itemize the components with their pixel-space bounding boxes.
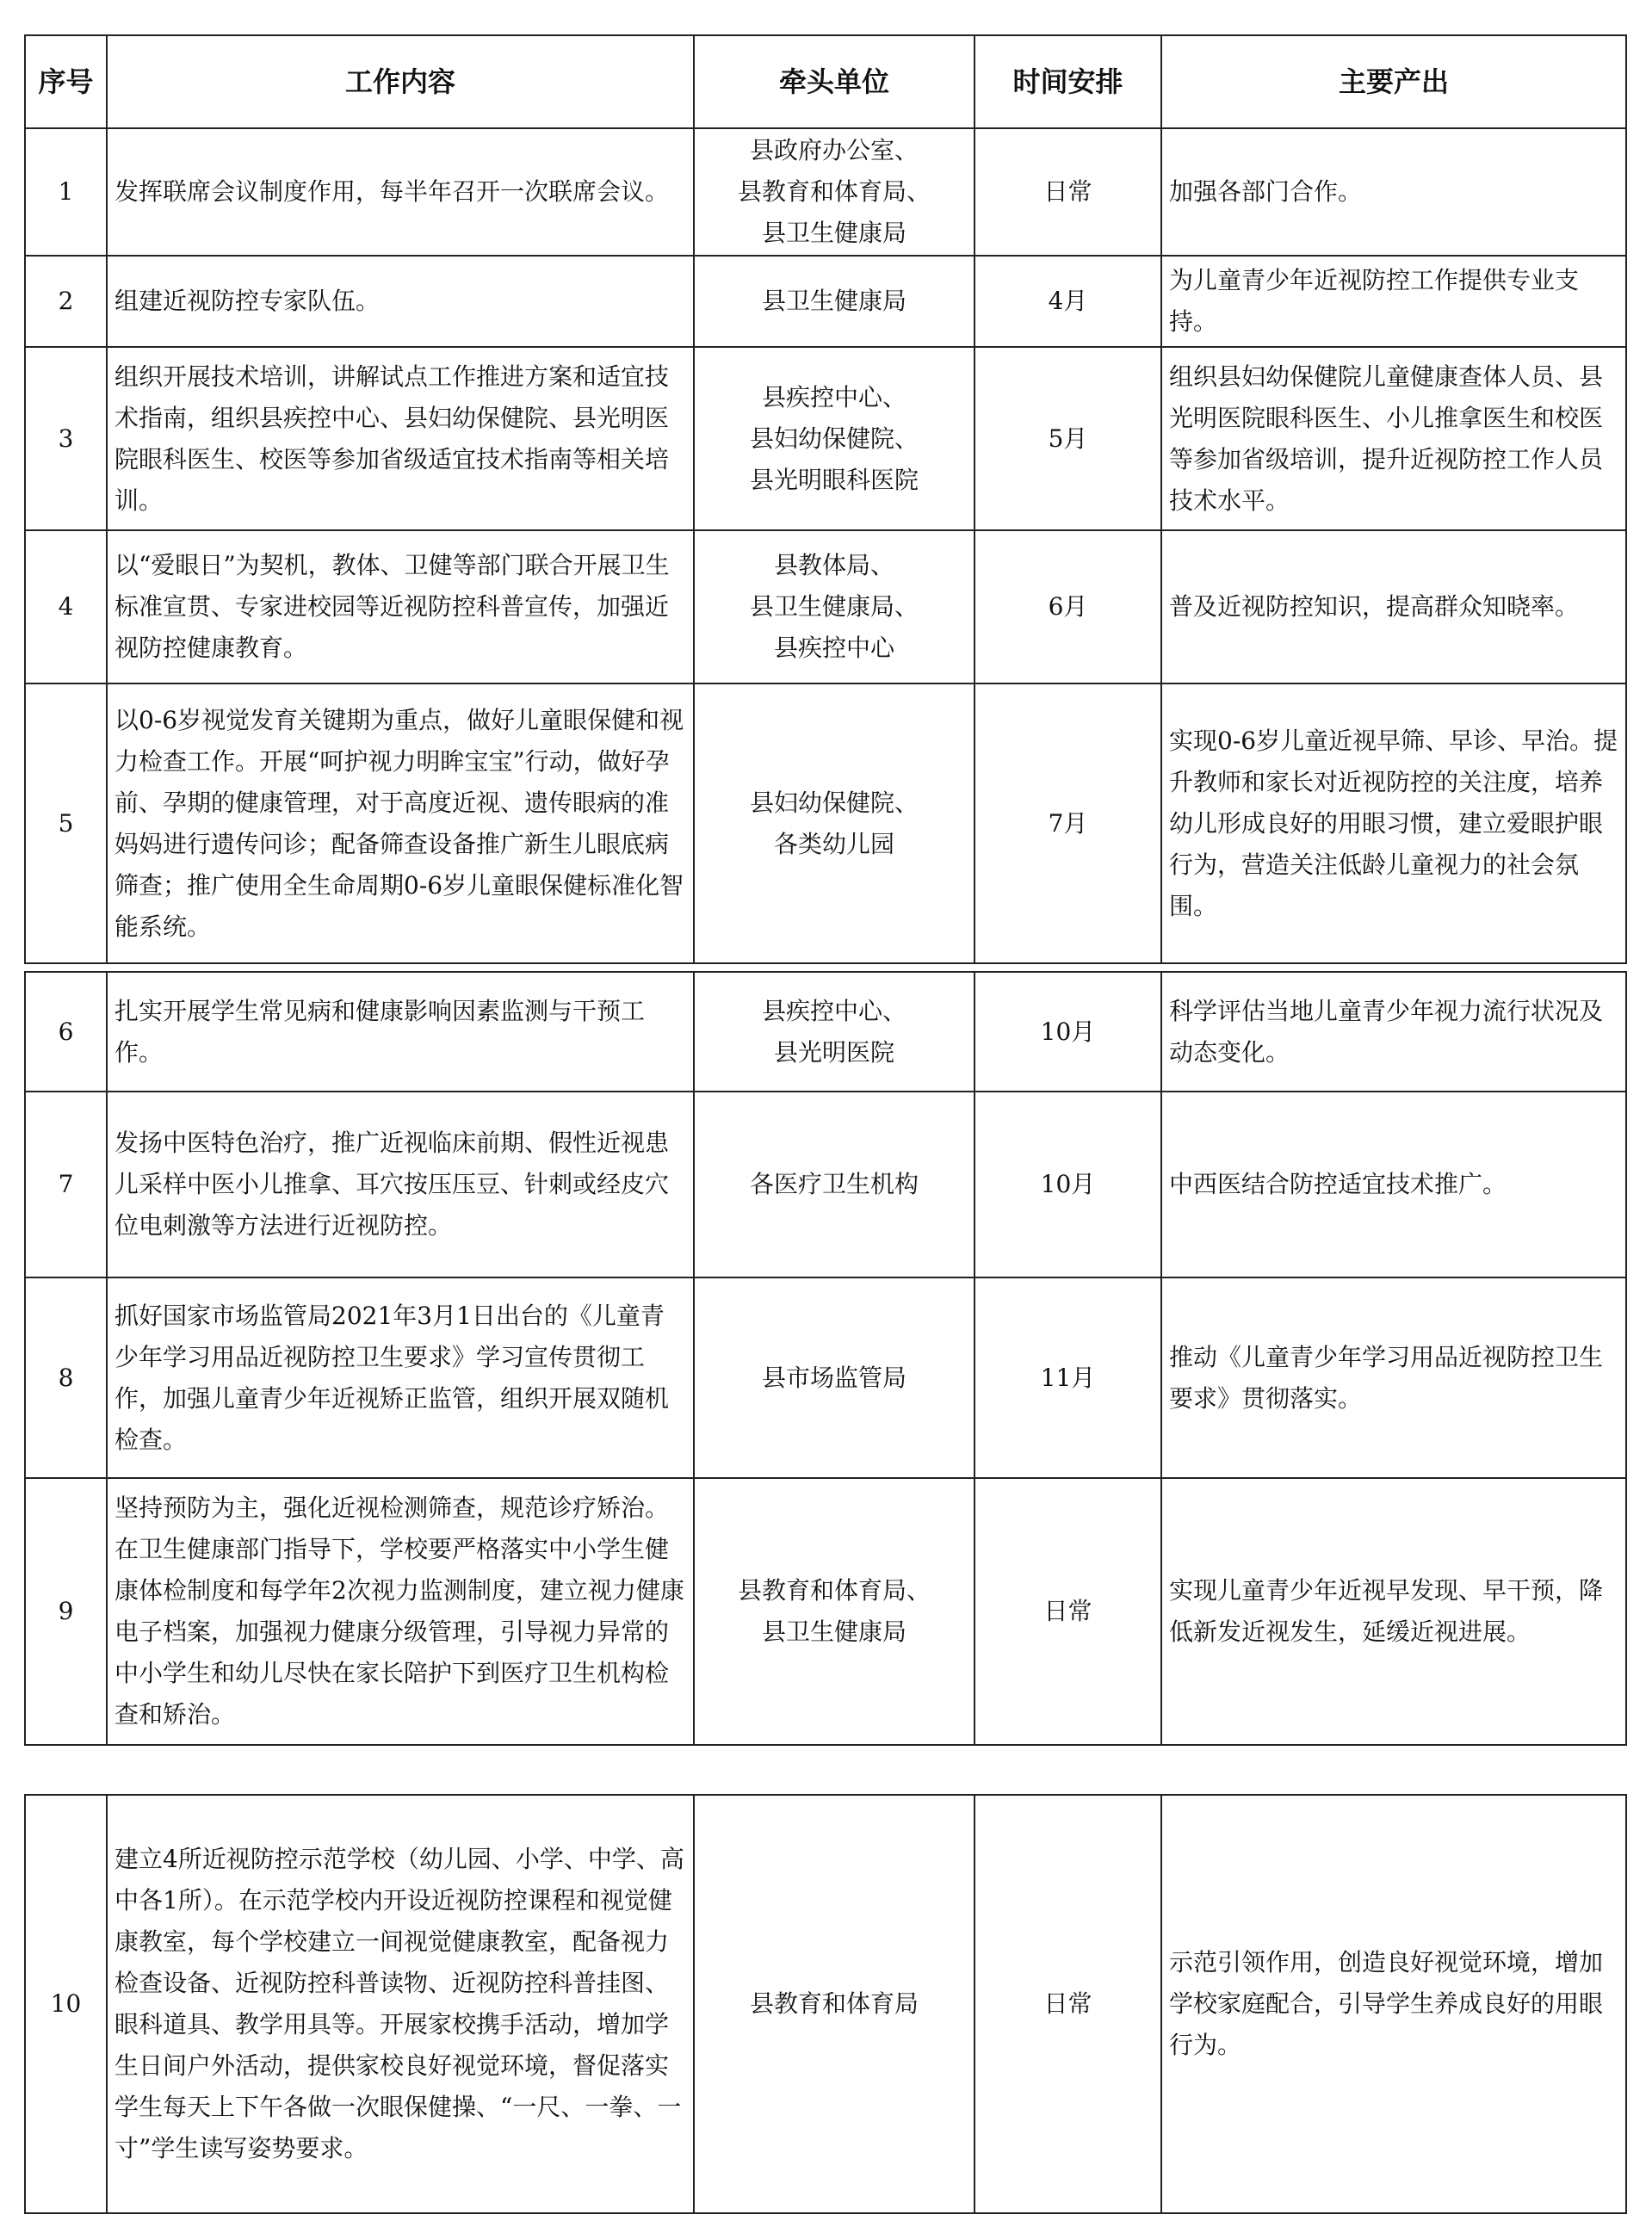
row-lead: 县疾控中心、 县妇幼保健院、 县光明眼科医院: [694, 347, 974, 530]
table-row: [25, 347, 1626, 530]
row-work: 坚持预防为主，强化近视检测筛查，规范诊疗矫治。在卫生健康部门指导下，学校要严格落实中小学生健康体检制度和每学年2次视力监测制度，建立视力健康电子档案，加强视力健康分级管理，引导视力异常的中小学生和幼儿尽快在家长陪护下到医疗卫生机构检查和矫治。: [107, 1478, 694, 1745]
row-time: 7月: [974, 684, 1161, 963]
row-time: 6月: [974, 530, 1161, 684]
row-no: 8: [25, 1277, 107, 1478]
row-output: 普及近视防控知识，提高群众知晓率。: [1161, 530, 1626, 684]
row-no: 9: [25, 1478, 107, 1745]
table-header-row: [25, 35, 1626, 128]
row-output: 中西医结合防控适宜技术推广。: [1161, 1092, 1626, 1277]
row-no: 6: [25, 972, 107, 1092]
row-lead: 各医疗卫生机构: [694, 1092, 974, 1277]
row-lead: 县卫生健康局: [694, 256, 974, 347]
row-time: 4月: [974, 256, 1161, 347]
table-row: [25, 972, 1626, 1092]
row-time: 日常: [974, 1795, 1161, 2213]
row-output: 组织县妇幼保健院儿童健康查体人员、县光明医院眼科医生、小儿推拿医生和校医等参加省级培训，提升近视防控工作人员技术水平。: [1161, 347, 1626, 530]
row-lead: 县市场监管局: [694, 1277, 974, 1478]
row-work: 建立4所近视防控示范学校（幼儿园、小学、中学、高中各1所）。在示范学校内开设近视防控课程和视觉健康教室，每个学校建立一间视觉健康教室，配备视力检查设备、近视防控科普读物、近视防控科普挂图、眼科道具、教学用具等。开展家校携手活动，增加学生日间户外活动，提供家校良好视觉环境，督促落实学生每天上下午各做一次眼保健操、“一尺、一拳、一寸”学生读写姿势要求。: [107, 1795, 694, 2213]
row-work: 组织开展技术培训，讲解试点工作推进方案和适宜技术指南，组织县疾控中心、县妇幼保健院、县光明医院眼科医生、校医等参加省级适宜技术指南等相关培训。: [107, 347, 694, 530]
row-time: 11月: [974, 1277, 1161, 1478]
work-plan-table-part-1: [24, 34, 1627, 964]
row-no: 5: [25, 684, 107, 963]
table-row: [25, 128, 1626, 256]
header-time: 时间安排: [974, 35, 1161, 128]
row-output: 科学评估当地儿童青少年视力流行状况及动态变化。: [1161, 972, 1626, 1092]
table-row: [25, 1092, 1626, 1277]
table-row: [25, 530, 1626, 684]
row-output: 实现0-6岁儿童近视早筛、早诊、早治。提升教师和家长对近视防控的关注度，培养幼儿形成良好的用眼习惯，建立爱眼护眼行为，营造关注低龄儿童视力的社会氛围。: [1161, 684, 1626, 963]
row-work: 发扬中医特色治疗，推广近视临床前期、假性近视患儿采样中医小儿推拿、耳穴按压压豆、针刺或经皮穴位电刺激等方法进行近视防控。: [107, 1092, 694, 1277]
row-work: 以0-6岁视觉发育关键期为重点，做好儿童眼保健和视力检查工作。开展“呵护视力明眸宝宝”行动，做好孕前、孕期的健康管理，对于高度近视、遗传眼病的准妈妈进行遗传问诊；配备筛查设备推广新生儿眼底病筛查；推广使用全生命周期0-6岁儿童眼保健标准化智能系统。: [107, 684, 694, 963]
row-lead: 县妇幼保健院、 各类幼儿园: [694, 684, 974, 963]
work-plan-table-part-2: [24, 971, 1627, 1746]
row-output: 实现儿童青少年近视早发现、早干预，降低新发近视发生，延缓近视进展。: [1161, 1478, 1626, 1745]
row-no: 3: [25, 347, 107, 530]
row-time: 10月: [974, 1092, 1161, 1277]
header-work: 工作内容: [107, 35, 694, 128]
row-work: 抓好国家市场监管局2021年3月1日出台的《儿童青少年学习用品近视防控卫生要求》学习宣传贯彻工作，加强儿童青少年近视矫正监管，组织开展双随机检查。: [107, 1277, 694, 1478]
row-lead: 县政府办公室、 县教育和体育局、 县卫生健康局: [694, 128, 974, 256]
row-no: 10: [25, 1795, 107, 2213]
row-time: 5月: [974, 347, 1161, 530]
row-work: 组建近视防控专家队伍。: [107, 256, 694, 347]
row-no: 7: [25, 1092, 107, 1277]
row-output: 示范引领作用，创造良好视觉环境，增加学校家庭配合，引导学生养成良好的用眼行为。: [1161, 1795, 1626, 2213]
header-lead: 牵头单位: [694, 35, 974, 128]
table-row: [25, 684, 1626, 963]
row-work: 扎实开展学生常见病和健康影响因素监测与干预工作。: [107, 972, 694, 1092]
row-output: 推动《儿童青少年学习用品近视防控卫生要求》贯彻落实。: [1161, 1277, 1626, 1478]
row-output: 为儿童青少年近视防控工作提供专业支持。: [1161, 256, 1626, 347]
row-output: 加强各部门合作。: [1161, 128, 1626, 256]
row-time: 日常: [974, 1478, 1161, 1745]
row-lead: 县教育和体育局: [694, 1795, 974, 2213]
row-lead: 县教体局、 县卫生健康局、 县疾控中心: [694, 530, 974, 684]
table-row: [25, 1277, 1626, 1478]
table-row: [25, 1795, 1626, 2213]
row-lead: 县教育和体育局、 县卫生健康局: [694, 1478, 974, 1745]
header-output: 主要产出: [1161, 35, 1626, 128]
table-row: [25, 256, 1626, 347]
row-no: 2: [25, 256, 107, 347]
table-row: [25, 1478, 1626, 1745]
row-no: 1: [25, 128, 107, 256]
row-time: 10月: [974, 972, 1161, 1092]
row-work: 发挥联席会议制度作用，每半年召开一次联席会议。: [107, 128, 694, 256]
header-no: 序号: [25, 35, 107, 128]
row-lead: 县疾控中心、 县光明医院: [694, 972, 974, 1092]
row-time: 日常: [974, 128, 1161, 256]
row-no: 4: [25, 530, 107, 684]
work-plan-table-part-3: [24, 1794, 1627, 2214]
row-work: 以“爱眼日”为契机，教体、卫健等部门联合开展卫生标准宣贯、专家进校园等近视防控科普宣传，加强近视防控健康教育。: [107, 530, 694, 684]
